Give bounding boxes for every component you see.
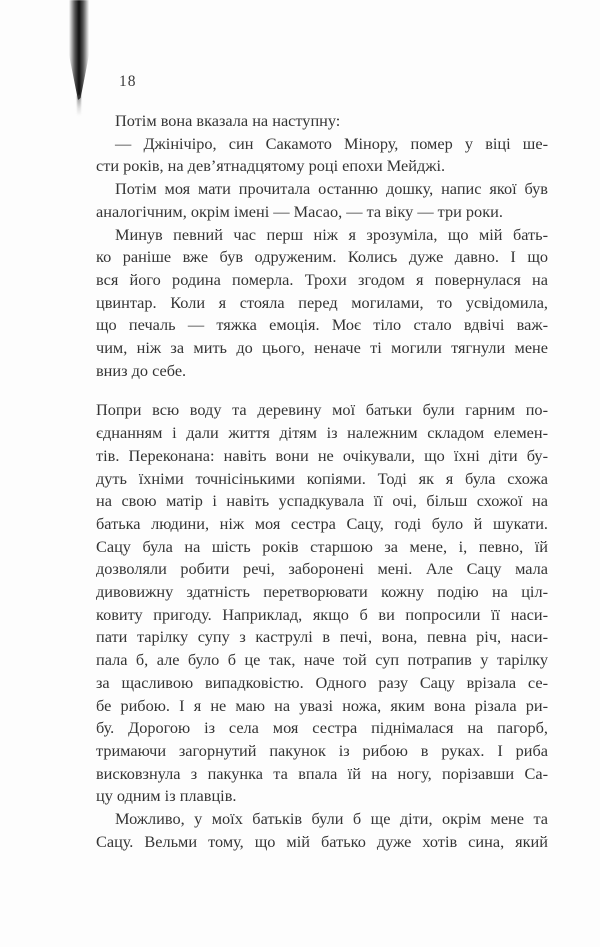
text-line: цвинтар. Коли я стояла перед могилами, то усвідомила, <box>96 292 548 312</box>
text-line: бе рибою. І я не маю на увазі ножа, яким вона різала ри- <box>96 695 548 715</box>
text-line: батька людини, ніж моя сестра Сацу, годі було й шукати. <box>96 513 548 533</box>
text-section-2 <box>96 399 548 853</box>
text-line: дивовижну здатність перетворювати кожну подію на ціл- <box>96 582 548 602</box>
text-line: вся його родина померла. Трохи згодом я повернулася на <box>96 269 548 289</box>
text-line: Сацу. Вельми тому, що мій батько дуже хотів сина, який <box>96 831 548 851</box>
body-text <box>96 110 548 854</box>
text-section-1 <box>96 110 548 382</box>
text-line: дозволяли робити речі, заборонені мені. Але Сацу мала <box>96 559 548 579</box>
text-line: Минув певний час перш ніж я зрозуміла, що мій бать- <box>115 224 548 244</box>
text-line: чим, ніж за мить до цього, неначе ті могили тягнули мене <box>96 338 548 358</box>
text-line: на свою матір і навіть успадкувала її очі, більш схожої на <box>96 491 548 511</box>
text-line: Сацу була на шість років старшою за мене, і, певно, їй <box>96 536 548 556</box>
text-line: Можливо, у моїх батьків були б ще діти, окрім мене та <box>115 809 548 829</box>
text-line: аналогічним, окрім імені — Масао, — та віку — три роки. <box>96 201 503 221</box>
text-line: бу. Дорогою із села моя сестра піднімалася на пагорб, <box>96 718 548 738</box>
text-line: пала б, але було б це так, наче той суп потрапив у тарілку <box>96 650 548 670</box>
text-line: пати тарілку супу з каструлі в печі, вона, певна річ, наси- <box>96 627 548 647</box>
text-line: — Джінічіро, син Сакамото Мінору, помер у віці ше- <box>115 133 548 153</box>
text-line: за щасливою випадковістю. Одного разу Сацу врізала се- <box>96 672 548 692</box>
text-line: вниз до себе. <box>96 360 187 380</box>
text-line: ко раніше вже був одруженим. Колись дуже давно. І що <box>96 247 548 267</box>
spine-ink-mark <box>69 0 89 100</box>
text-line: сти років, на дев’ятнадцятому році епохи Мейджі. <box>96 156 446 176</box>
text-line: Потім вона вказала на наступну: <box>115 111 341 130</box>
text-line: дуть їхніми точнісінькими копіями. Тоді як я була схожа <box>96 468 548 488</box>
text-line: тів. Переконана: навіть вони не очікували, що їхні діти бу- <box>96 445 548 465</box>
spine-ink-mark-tail <box>77 95 81 116</box>
text-line: тримаючи загорнутий пакунок із рибою в руках. І риба <box>96 740 548 760</box>
text-line: висковзнула з пакунка та впала їй на ногу, порізавши Са- <box>96 763 548 783</box>
text-line: цу одним із плавців. <box>96 786 237 806</box>
page-number: 18 <box>119 73 137 90</box>
text-line: що печаль — тяжка емоція. Моє тіло стало вдвічі важ- <box>96 315 548 335</box>
text-line: ковиту пригоду. Наприклад, якщо б ви попросили її наси- <box>96 604 548 624</box>
text-line: єднанням і дали життя дітям із належним складом елемен- <box>96 423 548 443</box>
text-line: Потім моя мати прочитала останню дошку, напис якої був <box>115 179 548 199</box>
text-line: Попри всю воду та деревину мої батьки були гарним по- <box>96 400 548 420</box>
